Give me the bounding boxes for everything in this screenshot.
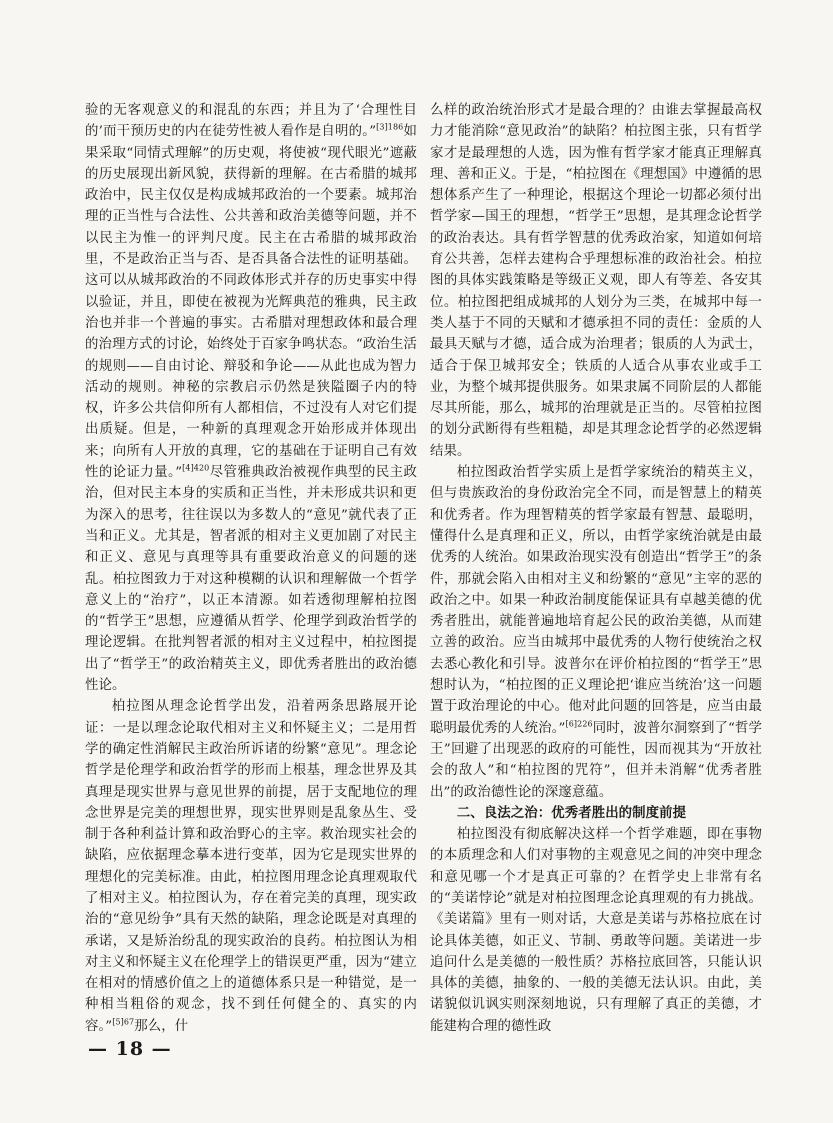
citation-marker: [6]226	[565, 719, 593, 729]
left-column	[85, 100, 417, 1037]
left-paragraph-2: 柏拉图从理念论哲学出发，沿着两条思路展开论证：一是以理念论取代相对主义和怀疑主义；二是用哲学的确定性消解民主政治所诉诸的纷繁“意见”。理念论哲学是伦理学和政治哲学的形而上根基，理念世界及其真理是现实世界与意见世界的前提，居于支配地位的理念世界是完美的理想世界，现实世界则是乱象丛生、受制于各种利益计算和政治野心的主宰。救治现实社会的缺陷，应依据理念摹本进行变革，因为它是现实世界的理想化的完美标准。由此，柏拉图用理念论真理观取代了相对主义。柏拉图认为，存在着完美的真理，现实政治的“意见纷争”具有天然的缺陷，理念论既是对真理的承诺，又是矫治纷乱的现实政治的良药。柏拉图认为相对主义和怀疑主义在伦理学上的错误更严重，因为“建立在相对的情感价值之上的道德体系只是一种错觉，是一种相当粗俗的观念，找不到任何健全的、真实的内容。”$^{[5]67}$那么，什	[85, 699, 417, 1034]
citation-marker: [4]420	[182, 463, 210, 473]
right-paragraph-3: 柏拉图没有彻底解决这样一个哲学难题，即在事物的本质理念和人们对事物的主观意见之间的冲突中理念和意见哪一个才是真正可靠的？在哲学史上非常有名的“美诺悖论”就是对柏拉图理念论真理观的有力挑战。《美诺篇》里有一则对话，大意是美诺与苏格拉底在讨论具体美德，如正义、节制、勇敢等问题。美诺进一步追问什么是美德的一般性质？苏格拉底回答，只能认识具体的美德，抽象的、一般的美德无法认识。由此，美诺貌似讥讽实则深刻地说，只有理解了真正的美德，才能建构合理的德性政	[430, 827, 762, 1034]
left-paragraph-1: 验的无客观意义的和混乱的东西；并且为了‘合理性目的’而干预历史的内在徒劳性被人看作是自明的。”$^{[3]186}$如果采取“同情式理解”的历史观，将使被“现代眼光”遮蔽的历史展现出新风貌，获得新的理解。在古希腊的城邦政治中，民主仅仅是构成城邦政治的一个要素。城邦治理的正当性与合法性、公共善和政治美德等问题，并不以民主为惟一的评判尺度。民主在古希腊的城邦政治里，不是政治正当与否、是否具备合法性的证明基础。这可以从城邦政治的不同政体形式并存的历史事实中得以验证，并且，即使在被视为光辉典范的雅典，民主政治也并非一个普遍的事实。古希腊对理想政体和最合理的治理方式的讨论，始终处于百家争鸣状态。“政治生活的规则——自由讨论、辩驳和争论——从此也成为智力活动的规则。神秘的宗教启示仍然是狭隘圈子内的特权，许多公共信仰所有人都相信，不过没有人对它们提出质疑。但是，一种新的真理观念开始形成并体现出来；向所有人开放的真理，它的基础在于证明自己有效性的论证力量。”$^{[4]420}$尽管雅典政治被视作典型的民主政治，但对民主本身的实质和正当性，并未形成共识和更为深入的思考，往往误以为多数人的“意见”就代表了正当和正义。尤其是，智者派的相对主义更加剧了对民主和正义、意见与真理等具有重要政治意义的问题的迷乱。柏拉图致力于对这种模糊的认识和理解做一个哲学意义上的“治疗”，以正本清源。如若透彻理解柏拉图的“哲学王”思想，应遵循从哲学、伦理学到政治哲学的理论逻辑。在批判智者派的相对主义过程中，柏拉图提出了“哲学王”的政治精英主义，即优秀者胜出的政治德性论。	[85, 103, 418, 694]
right-paragraph-2: 柏拉图政治哲学实质上是哲学家统治的精英主义，但与贵族政治的身份政治完全不同，而是智慧上的精英和优秀者。作为理智精英的哲学家最有智慧、最聪明，懂得什么是真理和正义，所以，由哲学家统治就是由最优秀的人统治。如果政治现实没有创造出“哲学王”的条件，那就会陷入由相对主义和纷繁的“意见”主宰的恶的政治之中。如果一种政治制度能保证具有卓越美德的优秀者胜出，就能普遍地培育起公民的政治美德，从而建立善的政治。应当由城邦中最优秀的人物行使统治之权去悉心教化和引导。波普尔在评价柏拉图的“哲学王”思想时认为，“柏拉图的正义理论把‘谁应当统治’这一问题置于政治理论的中心。他对此问题的回答是，应当由最聪明最优秀的人统治。”$^{[6]226}$同时，波普尔洞察到了“哲学王”回避了出现恶的政府的可能性，因而视其为“开放社会的敌人”和“柏拉图的咒符”，但并未消解“优秀者胜出”的政治德性论的深邃意蕴。	[430, 465, 762, 800]
page-number: — 18 —	[88, 1038, 172, 1060]
section-heading: 二、良法之治：优秀者胜出的制度前提	[456, 805, 687, 821]
citation-marker: [5]67	[112, 1017, 135, 1027]
citation-marker: [3]186	[376, 122, 404, 132]
right-column	[430, 100, 762, 1037]
right-paragraph-1: 么样的政治统治形式才是最合理的？由谁去掌握最高权力才能消除“意见政治”的缺陷？柏拉图主张，只有哲学家才是最理想的人选，因为惟有哲学家才能真正理解真理、善和正义。于是，“柏拉图在《理想国》中遵循的思想体系产生了一种理论，根据这个理论一切都必须付出哲学家—国王的理想，“哲学王”思想，是其理念论哲学的政治表达。具有哲学智慧的优秀政治家，知道如何培育公共善，怎样去建构合乎理想标准的政治社会。柏拉图的具体实践策略是等级正义观，即人有等差、各安其位。柏拉图把组成城邦的人划分为三类，在城邦中每一类人基于不同的天赋和才德承担不同的责任：金质的人最具天赋与才德，适合成为治理者；银质的人为武士，适合于保卫城邦安全；铁质的人适合从事农业或手工业，为整个城邦提供服务。如果隶属不同阶层的人都能尽其所能，那么，城邦的治理就是正当的。尽管柏拉图的划分武断得有些粗糙，却是其理念论哲学的必然逻辑结果。	[430, 103, 762, 459]
